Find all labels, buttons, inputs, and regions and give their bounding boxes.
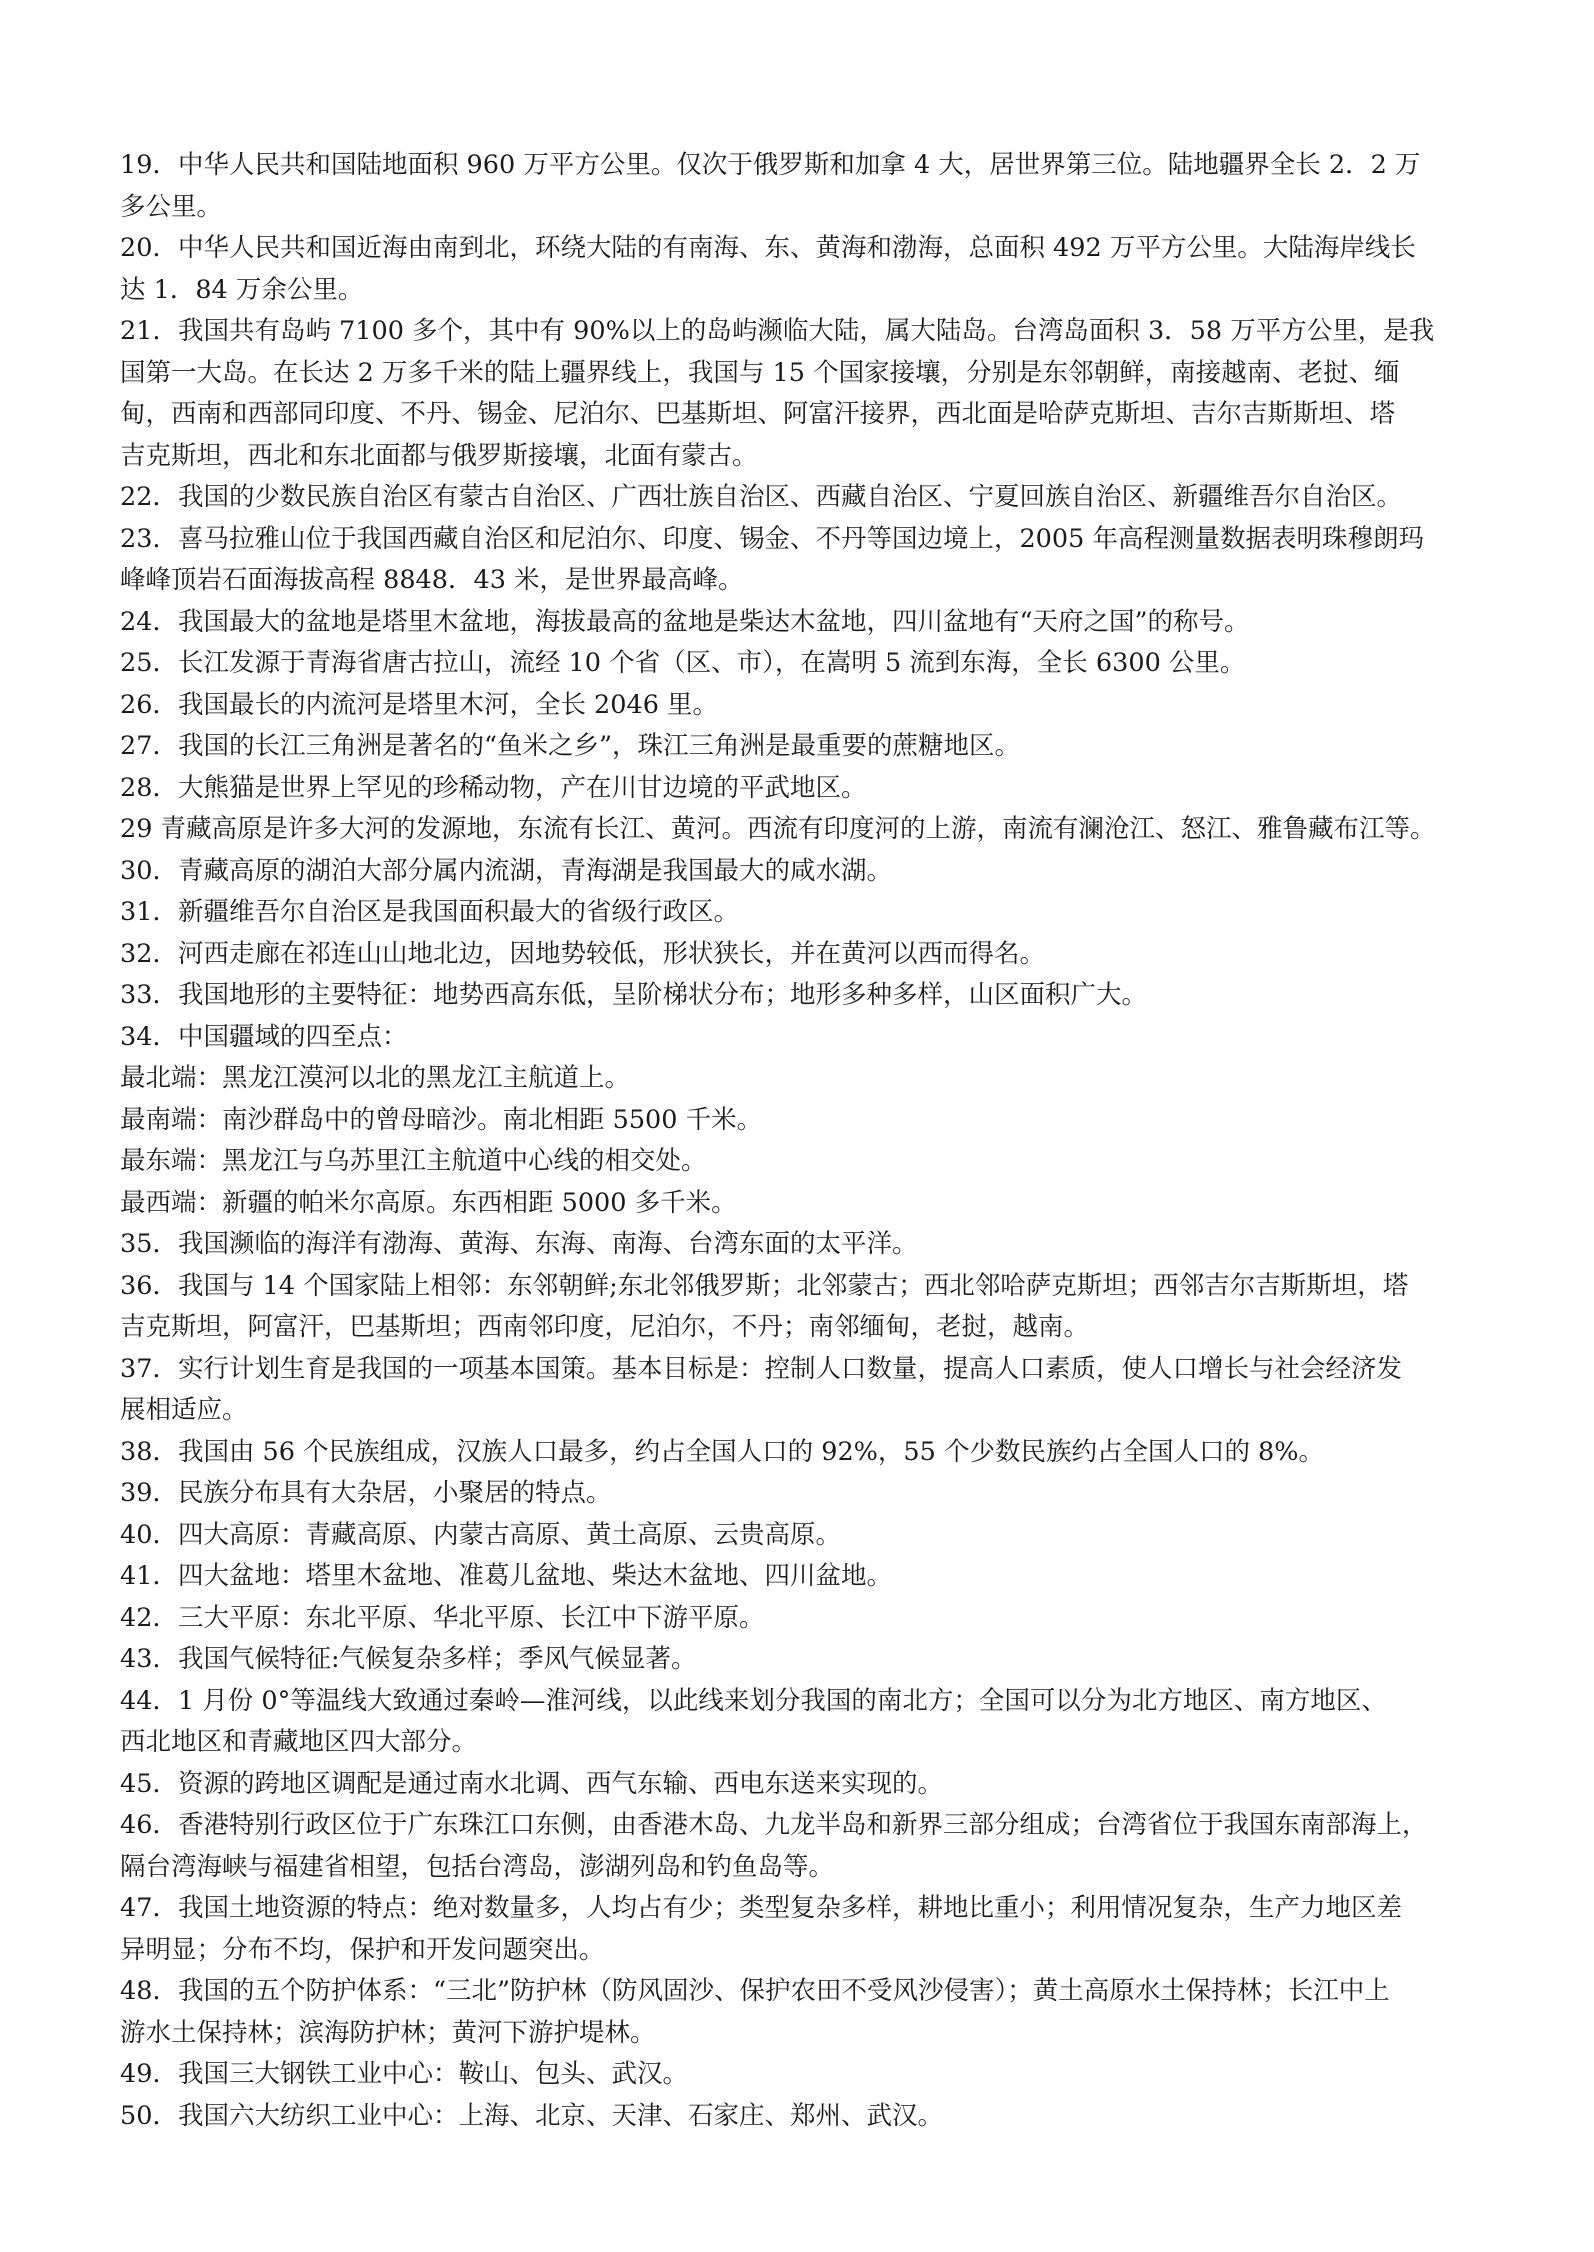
- text-line: 30．青藏高原的湖泊大部分属内流湖，青海湖是我国最大的咸水湖。: [120, 855, 892, 886]
- text-line: 峰峰顶岩石面海拔高程 8848．43 米，是世界最高峰。: [120, 565, 744, 595]
- text-line: 33．我国地形的主要特征：地势西高东低，呈阶梯状分布；地形多种多样，山区面积广大。: [120, 980, 1147, 1010]
- text-line: 29 青藏高原是许多大河的发源地，东流有长江、黄河。西流有印度河的上游，南流有澜沧江、怒江、雅鲁藏布江等。: [120, 814, 1436, 844]
- text-line: 展相适应。: [120, 1395, 248, 1425]
- text-line: 37．实行计划生育是我国的一项基本国策。基本目标是：控制人口数量，提高人口素质，使人口增长与社会经济发: [120, 1353, 1402, 1384]
- text-line: 最西端：新疆的帕米尔高原。东西相距 5000 多千米。: [120, 1187, 737, 1218]
- text-line: 34．中国疆域的四至点：: [120, 1021, 408, 1052]
- text-line: 最南端：南沙群岛中的曾母暗沙。南北相距 5500 千米。: [120, 1104, 763, 1135]
- text-line: 游水土保持林；滨海防护林；黄河下游护堤林。: [120, 2017, 656, 2048]
- text-line: 国第一大岛。在长达 2 万多千米的陆上疆界线上，我国与 15 个国家接壤，分别是东邻朝鲜，南接越南、老挝、缅: [120, 357, 1400, 388]
- text-line: 24．我国最大的盆地是塔里木盆地，海拔最高的盆地是柴达木盆地，四川盆地有“天府之国”的称号。: [120, 606, 1250, 637]
- text-line: 27．我国的长江三角洲是著名的“鱼米之乡”，珠江三角洲是最重要的蔗糖地区。: [120, 731, 1021, 761]
- text-line: 39．民族分布具有大杂居，小聚居的特点。: [120, 1478, 612, 1508]
- text-line: 47．我国土地资源的特点：绝对数量多，人均占有少；类型复杂多样，耕地比重小；利用情况复杂，生产力地区差: [120, 1893, 1402, 1923]
- text-line: 38．我国由 56 个民族组成，汉族人口最多，约占全国人口的 92%，55 个少数民族约占全国人口的 8%。: [120, 1436, 1325, 1467]
- text-line: 隔台湾海峡与福建省相望，包括台湾岛，澎湖列岛和钓鱼岛等。: [120, 1851, 835, 1882]
- text-line: 21．我国共有岛屿 7100 多个，其中有 90%以上的岛屿濒临大陆，属大陆岛。台湾岛面积 3．58 万平方公里，是我: [120, 316, 1435, 346]
- text-line: 35．我国濒临的海洋有渤海、黄海、东海、南海、台湾东面的太平洋。: [120, 1229, 918, 1259]
- text-line: 异明显；分布不均，保护和开发问题突出。: [120, 1934, 605, 1965]
- text-line: 50．我国六大纺织工业中心：上海、北京、天津、石家庄、郑州、武汉。: [120, 2100, 943, 2131]
- text-line: 31．新疆维吾尔自治区是我国面积最大的省级行政区。: [120, 897, 739, 927]
- text-line: 19．中华人民共和国陆地面积 960 万平方公里。仅次于俄罗斯和加拿 4 大，居世界第三位。陆地疆界全长 2．2 万: [120, 150, 1421, 180]
- text-line: 28．大熊猫是世界上罕见的珍稀动物，产在川甘边境的平武地区。: [120, 772, 867, 803]
- text-line: 49．我国三大钢铁工业中心：鞍山、包头、武汉。: [120, 2059, 688, 2089]
- text-line: 22．我国的少数民族自治区有蒙古自治区、广西壮族自治区、西藏自治区、宁夏回族自治区、新疆维吾尔自治区。: [120, 482, 1402, 512]
- text-line: 42．三大平原：东北平原、华北平原、长江中下游平原。: [120, 1602, 765, 1633]
- text-line: 45．资源的跨地区调配是通过南水北调、西气东输、西电东送来实现的。: [120, 1768, 943, 1799]
- text-line: 26．我国最长的内流河是塔里木河，全长 2046 里。: [120, 689, 719, 720]
- text-line: 多公里。: [120, 191, 223, 222]
- text-line: 40．四大高原：青藏高原、内蒙古高原、黄土高原、云贵高原。: [120, 1519, 841, 1550]
- document-page: [120, 145, 1500, 2137]
- text-line: 46．香港特别行政区位于广东珠江口东侧，由香港木岛、九龙半岛和新界三部分组成；台湾省位于我国东南部海上，: [120, 1810, 1428, 1840]
- text-line: 48．我国的五个防护体系：“三北”防护林（防风固沙、保护农田不受风沙侵害）；黄土高原水土保持林；长江中上: [120, 1976, 1390, 2006]
- text-line: 36．我国与 14 个国家陆上相邻：东邻朝鲜;东北邻俄罗斯；北邻蒙古；西北邻哈萨克斯坦；西邻吉尔吉斯斯坦，塔: [120, 1270, 1409, 1301]
- text-line: 最北端：黑龙江漠河以北的黑龙江主航道上。: [120, 1063, 631, 1093]
- text-line: 43．我国气候特征:气候复杂多样；季风气候显著。: [120, 1644, 697, 1674]
- text-line: 西北地区和青藏地区四大部分。: [120, 1727, 478, 1757]
- text-line: 41．四大盆地：塔里木盆地、准葛儿盆地、柴达木盆地、四川盆地。: [120, 1561, 892, 1591]
- text-line: 32．河西走廊在祁连山山地北边，因地势较低，形状狭长，并在黄河以西而得名。: [120, 938, 1045, 969]
- text-line: 甸，西南和西部同印度、不丹、锡金、尼泊尔、巴基斯坦、阿富汗接界，西北面是哈萨克斯坦、吉尔吉斯斯坦、塔: [120, 399, 1396, 429]
- text-line: 20．中华人民共和国近海由南到北，环绕大陆的有南海、东、黄海和渤海，总面积 492 万平方公里。大陆海岸线长: [120, 233, 1416, 263]
- text-line: 23．喜马拉雅山位于我国西藏自治区和尼泊尔、印度、锡金、不丹等国边境上，2005 年高程测量数据表明珠穆朗玛: [120, 523, 1424, 554]
- text-line: 吉克斯坦，阿富汗，巴基斯坦；西南邻印度，尼泊尔，不丹；南邻缅甸，老挝，越南。: [120, 1312, 1090, 1342]
- text-line: 25．长江发源于青海省唐古拉山，流经 10 个省（区、市），在嵩明 5 流到东海，全长 6300 公里。: [120, 648, 1246, 678]
- text-line: 吉克斯坦，西北和东北面都与俄罗斯接壤，北面有蒙古。: [120, 440, 758, 471]
- text-line: 44．1 月份 0°等温线大致通过秦岭—淮河线，以此线来划分我国的南北方；全国可以分为北方地区、南方地区、: [120, 1685, 1387, 1716]
- text-line: 达 1．84 万余公里。: [120, 274, 364, 305]
- text-line: 最东端：黑龙江与乌苏里江主航道中心线的相交处。: [120, 1146, 707, 1176]
- document-body: [120, 145, 1500, 2137]
